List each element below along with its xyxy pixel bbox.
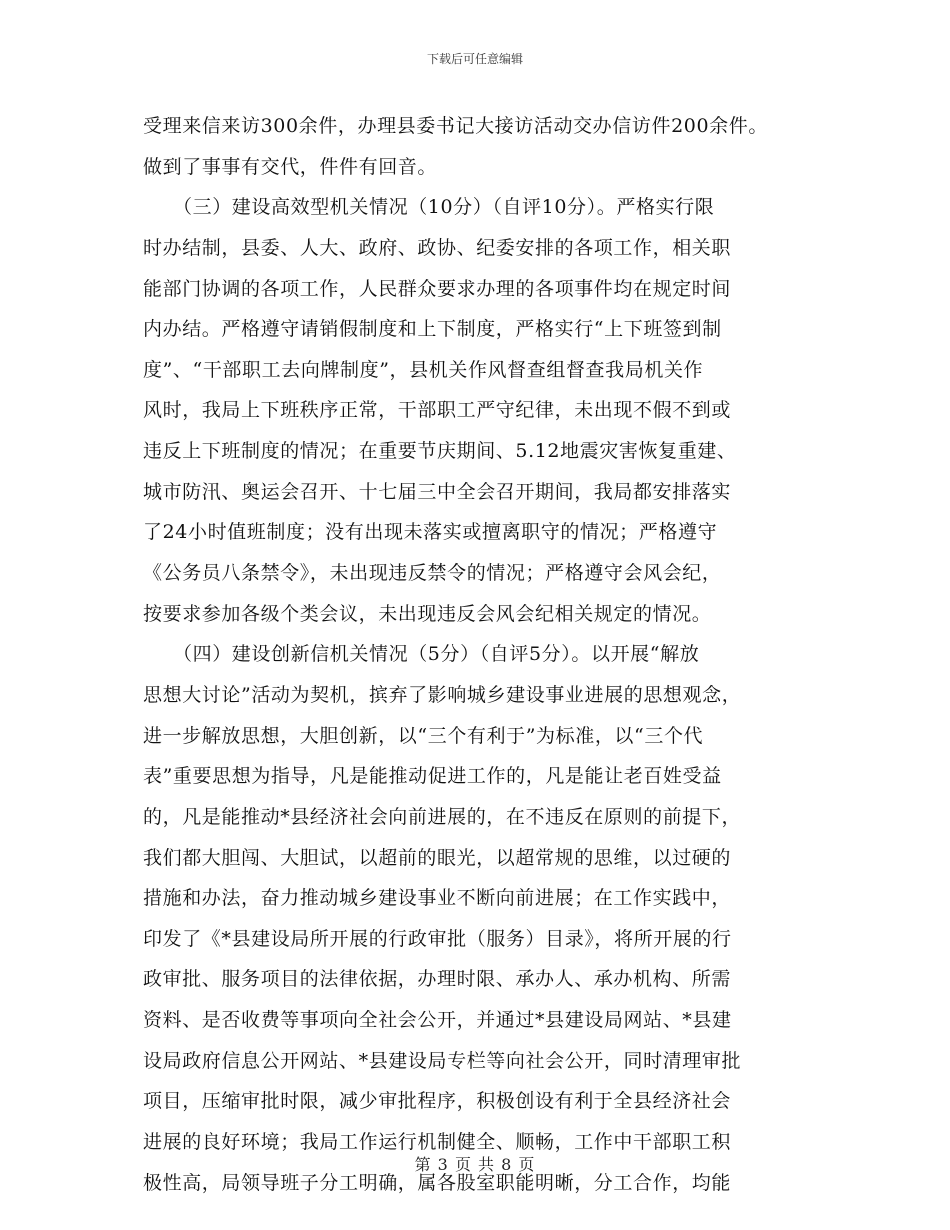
text-line: 风时，我局上下班秩序正常，干部职工严守纪律，未出现不假不到或 bbox=[143, 399, 732, 422]
text-line: 设局政府信息公开网站、*县建设局专栏等向社会公开，同时清理审批 bbox=[143, 1049, 742, 1072]
text-line: 的，凡是能推动*县经济社会向前进展的，在不违反在原则的前提下， bbox=[143, 805, 742, 828]
body-text bbox=[143, 106, 823, 1203]
text-line: 违反上下班制度的情况；在重要节庆期间、5.12地震灾害恢复重建、 bbox=[143, 440, 737, 463]
text-line: 能部门协调的各项工作，人民群众要求办理的各项事件均在规定时间 bbox=[143, 277, 732, 300]
text-line: 表”重要思想为指导，凡是能推动促进工作的，凡是能让老百姓受益 bbox=[143, 765, 722, 788]
text-line: 了24小时值班制度；没有出现未落实或擅离职守的情况；严格遵守 bbox=[143, 521, 718, 544]
text-line: 印发了《*县建设局所开展的行政审批（服务）目录》，将所开展的行 bbox=[143, 927, 732, 950]
text-line: 《公务员八条禁令》，未出现违反禁令的情况；严格遵守会风会纪， bbox=[143, 562, 722, 585]
text-line: 受理来信来访300余件，办理县委书记大接访活动交办信访件200余件。 bbox=[143, 115, 768, 137]
text-line: 度”、“干部职工去向牌制度”，县机关作风督查组督查我局机关作 bbox=[143, 358, 704, 381]
text-line: 内办结。严格遵守请销假制度和上下制度，严格实行“上下班签到制 bbox=[143, 318, 722, 341]
text-line: 做到了事事有交代，件件有回音。 bbox=[143, 155, 438, 178]
text-line: 城市防汛、奥运会召开、十七届三中全会召开期间，我局都安排落实 bbox=[143, 480, 732, 503]
text-line: 资料、是否收费等事项向全社会公开，并通过*县建设局网站、*县建 bbox=[143, 1009, 732, 1032]
text-line: 时办结制，县委、人大、政府、政协、纪委安排的各项工作，相关职 bbox=[143, 236, 732, 259]
text-line: 我们都大胆闯、大胆试，以超前的眼光，以超常规的思维，以过硬的 bbox=[143, 846, 732, 869]
text-line: 政审批、服务项目的法律依据，办理时限、承办人、承办机构、所需 bbox=[143, 968, 732, 991]
text-line: 进展的良好环境；我局工作运行机制健全、顺畅，工作中干部职工积 bbox=[143, 1131, 732, 1154]
text-line: 措施和办法，奋力推动城乡建设事业不断向前进展；在工作实践中， bbox=[143, 887, 732, 910]
text-line: 思想大讨论”活动为契机，摈弃了影响城乡建设事业进展的思想观念， bbox=[143, 683, 742, 706]
text-line: 项目，压缩审批时限，减少审批程序，积极创设有利于全县经济社会 bbox=[143, 1090, 732, 1113]
page-number: 第 3 页 共 8 页 bbox=[414, 1155, 536, 1174]
text-line: 进一步解放思想，大胆创新，以“三个有利于”为标准，以“三个代 bbox=[143, 724, 704, 747]
text-line: 按要求参加各级个类会议，未出现违反会风会纪相关规定的情况。 bbox=[143, 602, 712, 625]
page-header: 下载后可任意编辑 bbox=[426, 52, 523, 66]
paragraph-first-line: （三）建设高效型机关情况（10分）（自评10分）。严格实行限 bbox=[173, 196, 715, 219]
text-line: 极性高，局领导班子分工明确，属各股室职能明晰，分工合作，均能 bbox=[143, 1171, 732, 1194]
paragraph-first-line: （四）建设创新信机关情况（5分）（自评5分）。以开展“解放 bbox=[173, 643, 700, 666]
